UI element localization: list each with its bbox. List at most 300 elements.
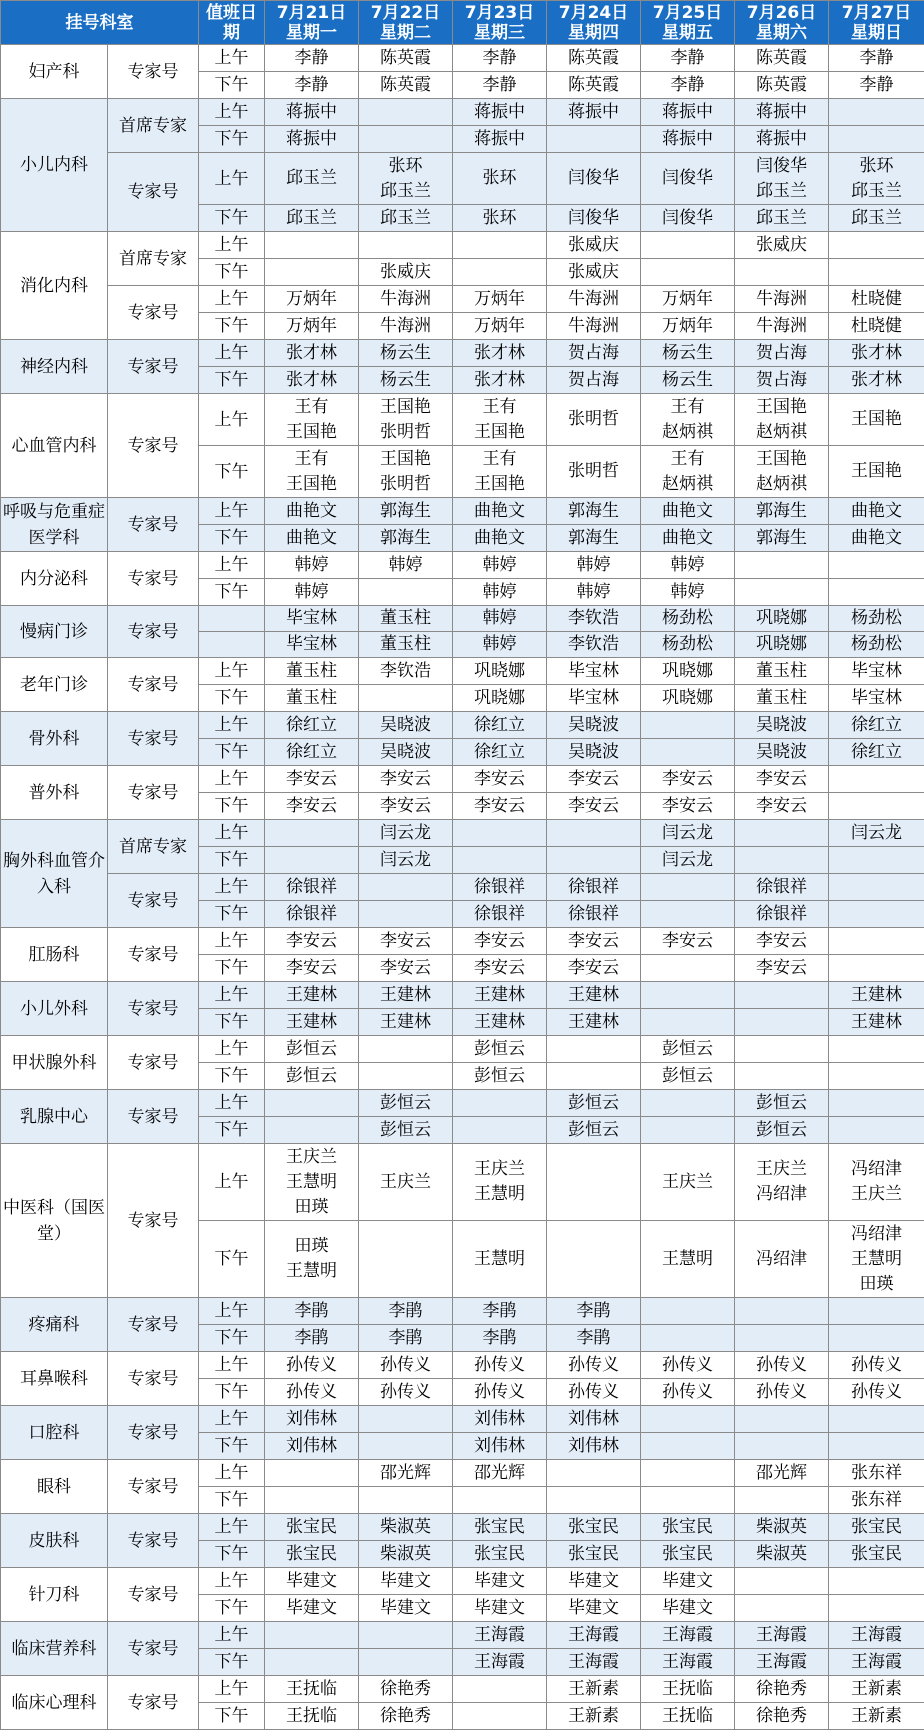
schedule-header bbox=[1, 1, 924, 45]
doctor-name: 孙传义 bbox=[641, 1353, 734, 1378]
doctor-name: 蒋振中 bbox=[641, 127, 734, 152]
doctor-cell bbox=[453, 1090, 547, 1117]
doctor-cell bbox=[265, 498, 359, 525]
registration-type: 专家号 bbox=[108, 1144, 199, 1298]
doctor-name: 张才林 bbox=[453, 341, 546, 366]
doctor-cell bbox=[735, 1090, 829, 1117]
doctor-name: 吴晓波 bbox=[359, 713, 452, 738]
doctor-cell bbox=[735, 1676, 829, 1703]
doctor-name: 王有 bbox=[265, 447, 358, 472]
doctor-cell bbox=[265, 1676, 359, 1703]
doctor-name: 王海霞 bbox=[641, 1623, 734, 1648]
doctor-cell bbox=[735, 126, 829, 153]
doctor-cell bbox=[547, 1541, 641, 1568]
doctor-cell bbox=[641, 1433, 735, 1460]
doctor-cell bbox=[359, 1487, 453, 1514]
doctor-cell bbox=[547, 928, 641, 955]
doctor-cell bbox=[453, 955, 547, 982]
doctor-name: 孙传义 bbox=[265, 1353, 358, 1378]
doctor-name: 韩婷 bbox=[641, 553, 734, 578]
doctor-name: 李静 bbox=[265, 73, 358, 98]
doctor-cell bbox=[735, 874, 829, 901]
doctor-cell bbox=[735, 72, 829, 99]
doctor-name: 郭海生 bbox=[735, 526, 828, 551]
table-row bbox=[1, 99, 924, 126]
doctor-cell bbox=[829, 1460, 924, 1487]
doctor-cell bbox=[265, 1009, 359, 1036]
doctor-cell bbox=[359, 286, 453, 313]
doctor-cell bbox=[359, 1676, 453, 1703]
doctor-cell bbox=[829, 928, 924, 955]
doctor-name: 王国艳 bbox=[359, 447, 452, 472]
doctor-name: 张才林 bbox=[265, 341, 358, 366]
doctor-cell bbox=[453, 205, 547, 232]
doctor-cell bbox=[359, 1649, 453, 1676]
table-row bbox=[1, 340, 924, 367]
doctor-cell bbox=[453, 1352, 547, 1379]
table-row bbox=[1, 712, 924, 739]
doctor-cell bbox=[547, 1298, 641, 1325]
doctor-cell bbox=[453, 1036, 547, 1063]
doctor-name: 韩婷 bbox=[453, 606, 546, 631]
doctor-cell bbox=[265, 1487, 359, 1514]
doctor-name: 邵光辉 bbox=[359, 1461, 452, 1486]
doctor-cell bbox=[641, 313, 735, 340]
table-row bbox=[1, 286, 924, 313]
doctor-cell bbox=[265, 313, 359, 340]
doctor-cell bbox=[453, 340, 547, 367]
doctor-name: 邱玉兰 bbox=[829, 179, 924, 204]
shift-label: 下午 bbox=[199, 739, 265, 766]
doctor-cell bbox=[641, 1379, 735, 1406]
doctor-name: 田瑛 bbox=[829, 1272, 924, 1297]
doctor-name: 柴淑英 bbox=[735, 1515, 828, 1540]
doctor-name: 彭恒云 bbox=[547, 1091, 640, 1116]
doctor-name: 王抚临 bbox=[641, 1704, 734, 1729]
doctor-name: 陈英霞 bbox=[735, 73, 828, 98]
table-row bbox=[1, 928, 924, 955]
department-name: 甲状腺外科 bbox=[1, 1036, 108, 1090]
doctor-name: 吴晓波 bbox=[735, 740, 828, 765]
table-row bbox=[1, 874, 924, 901]
shift-label: 下午 bbox=[199, 1325, 265, 1352]
department-name: 普外科 bbox=[1, 766, 108, 820]
registration-type: 专家号 bbox=[108, 1676, 199, 1730]
doctor-name: 李钦浩 bbox=[547, 632, 640, 657]
doctor-cell bbox=[735, 1460, 829, 1487]
doctor-name: 张宝民 bbox=[641, 1515, 734, 1540]
doctor-name: 李静 bbox=[641, 46, 734, 71]
doctor-name: 董玉柱 bbox=[265, 686, 358, 711]
doctor-name: 郭海生 bbox=[359, 526, 452, 551]
doctor-name: 冯绍津 bbox=[829, 1222, 924, 1247]
doctor-cell bbox=[265, 1514, 359, 1541]
table-row bbox=[1, 232, 924, 259]
doctor-name: 牛海洲 bbox=[359, 287, 452, 312]
doctor-name: 李安云 bbox=[453, 767, 546, 792]
doctor-name: 李安云 bbox=[547, 794, 640, 819]
shift-label: 上午 bbox=[199, 45, 265, 72]
doctor-cell bbox=[453, 153, 547, 205]
doctor-cell bbox=[547, 1009, 641, 1036]
doctor-cell bbox=[359, 579, 453, 606]
doctor-name: 董玉柱 bbox=[735, 659, 828, 684]
doctor-cell bbox=[641, 1063, 735, 1090]
doctor-cell bbox=[359, 367, 453, 394]
doctor-name: 杨云生 bbox=[641, 341, 734, 366]
doctor-name: 张才林 bbox=[265, 368, 358, 393]
doctor-name: 孙传义 bbox=[547, 1353, 640, 1378]
doctor-name: 王新素 bbox=[829, 1704, 924, 1729]
doctor-name: 王新素 bbox=[547, 1677, 640, 1702]
doctor-cell bbox=[547, 525, 641, 552]
doctor-cell bbox=[735, 1009, 829, 1036]
doctor-name: 董玉柱 bbox=[735, 686, 828, 711]
doctor-cell bbox=[453, 1144, 547, 1221]
doctor-cell bbox=[735, 1352, 829, 1379]
doctor-name: 万炳年 bbox=[265, 287, 358, 312]
doctor-cell bbox=[547, 232, 641, 259]
doctor-name: 韩婷 bbox=[547, 553, 640, 578]
doctor-name: 王庆兰 bbox=[453, 1157, 546, 1182]
doctor-cell bbox=[265, 1352, 359, 1379]
doctor-cell bbox=[359, 1703, 453, 1730]
doctor-name: 王建林 bbox=[829, 983, 924, 1008]
doctor-name: 董玉柱 bbox=[359, 606, 452, 631]
doctor-name: 王庆兰 bbox=[735, 1157, 828, 1182]
doctor-name: 李钦浩 bbox=[547, 606, 640, 631]
doctor-name: 万炳年 bbox=[641, 314, 734, 339]
doctor-cell bbox=[735, 712, 829, 739]
doctor-name: 杨云生 bbox=[359, 368, 452, 393]
doctor-name: 孙传义 bbox=[641, 1380, 734, 1405]
doctor-cell bbox=[359, 525, 453, 552]
department-name: 妇产科 bbox=[1, 45, 108, 99]
registration-type: 专家号 bbox=[108, 982, 199, 1036]
doctor-cell bbox=[641, 1406, 735, 1433]
department-name: 心血管内科 bbox=[1, 394, 108, 498]
doctor-cell bbox=[735, 928, 829, 955]
doctor-name: 郭海生 bbox=[547, 526, 640, 551]
doctor-name: 彭恒云 bbox=[641, 1064, 734, 1089]
doctor-cell bbox=[359, 126, 453, 153]
doctor-cell bbox=[735, 1595, 829, 1622]
doctor-name: 孙传义 bbox=[829, 1380, 924, 1405]
doctor-name: 邵光辉 bbox=[453, 1461, 546, 1486]
doctor-cell bbox=[453, 1703, 547, 1730]
doctor-name: 毕建文 bbox=[265, 1569, 358, 1594]
shift-label: 上午 bbox=[199, 394, 265, 446]
doctor-cell bbox=[547, 313, 641, 340]
doctor-cell bbox=[359, 1433, 453, 1460]
doctor-name: 彭恒云 bbox=[735, 1091, 828, 1116]
department-name: 呼吸与危重症医学科 bbox=[1, 498, 108, 552]
doctor-cell bbox=[735, 1514, 829, 1541]
doctor-name: 张才林 bbox=[829, 341, 924, 366]
doctor-cell bbox=[735, 982, 829, 1009]
doctor-name: 邱玉兰 bbox=[265, 166, 358, 191]
doctor-name: 孙传义 bbox=[359, 1353, 452, 1378]
doctor-cell bbox=[547, 1036, 641, 1063]
doctor-cell bbox=[829, 1352, 924, 1379]
registration-type: 首席专家 bbox=[108, 99, 199, 153]
doctor-name: 张宝民 bbox=[265, 1542, 358, 1567]
doctor-cell bbox=[829, 1622, 924, 1649]
doctor-cell bbox=[547, 552, 641, 579]
doctor-name: 李静 bbox=[829, 46, 924, 71]
doctor-name: 冯绍津 bbox=[829, 1157, 924, 1182]
shift-label: 下午 bbox=[199, 1703, 265, 1730]
department-name: 消化内科 bbox=[1, 232, 108, 340]
shift-label: 上午 bbox=[199, 1298, 265, 1325]
doctor-name: 彭恒云 bbox=[359, 1091, 452, 1116]
registration-type: 专家号 bbox=[108, 658, 199, 712]
doctor-cell bbox=[453, 232, 547, 259]
doctor-cell bbox=[641, 1352, 735, 1379]
doctor-name: 王海霞 bbox=[735, 1650, 828, 1675]
doctor-name: 毕宝林 bbox=[547, 659, 640, 684]
doctor-cell bbox=[359, 340, 453, 367]
doctor-cell bbox=[453, 99, 547, 126]
doctor-cell bbox=[547, 1568, 641, 1595]
doctor-name: 刘伟林 bbox=[453, 1434, 546, 1459]
registration-type: 专家号 bbox=[108, 1622, 199, 1676]
doctor-cell bbox=[359, 1221, 453, 1298]
doctor-cell bbox=[453, 1622, 547, 1649]
doctor-cell bbox=[453, 1460, 547, 1487]
doctor-cell bbox=[265, 99, 359, 126]
doctor-name: 毕建文 bbox=[453, 1569, 546, 1594]
doctor-cell bbox=[359, 712, 453, 739]
table-row bbox=[1, 1144, 924, 1221]
doctor-name: 韩婷 bbox=[641, 580, 734, 605]
doctor-name: 李静 bbox=[265, 46, 358, 71]
doctor-name: 韩婷 bbox=[453, 580, 546, 605]
doctor-cell bbox=[359, 552, 453, 579]
doctor-cell bbox=[641, 1595, 735, 1622]
doctor-cell bbox=[641, 525, 735, 552]
doctor-name: 冯绍津 bbox=[735, 1247, 828, 1272]
doctor-name: 徐银祥 bbox=[547, 902, 640, 927]
doctor-cell bbox=[453, 1568, 547, 1595]
doctor-cell bbox=[829, 498, 924, 525]
doctor-cell bbox=[641, 1676, 735, 1703]
doctor-cell bbox=[829, 1568, 924, 1595]
doctor-name: 巩晓娜 bbox=[735, 606, 828, 631]
doctor-name: 徐红立 bbox=[265, 740, 358, 765]
doctor-cell bbox=[829, 739, 924, 766]
doctor-name: 董玉柱 bbox=[359, 632, 452, 657]
doctor-cell bbox=[641, 1703, 735, 1730]
doctor-name: 闫俊华 bbox=[547, 206, 640, 231]
shift-label: 下午 bbox=[199, 793, 265, 820]
doctor-cell bbox=[641, 632, 735, 658]
doctor-cell bbox=[453, 579, 547, 606]
doctor-cell bbox=[829, 658, 924, 685]
doctor-cell bbox=[265, 1036, 359, 1063]
doctor-name: 彭恒云 bbox=[453, 1064, 546, 1089]
doctor-name: 孙传义 bbox=[265, 1380, 358, 1405]
doctor-cell bbox=[453, 793, 547, 820]
shift-label: 下午 bbox=[199, 1009, 265, 1036]
doctor-cell bbox=[453, 606, 547, 632]
doctor-cell bbox=[359, 259, 453, 286]
doctor-name: 孙传义 bbox=[547, 1380, 640, 1405]
doctor-cell bbox=[265, 1063, 359, 1090]
doctor-name: 李安云 bbox=[641, 929, 734, 954]
doctor-cell bbox=[547, 99, 641, 126]
doctor-name: 蒋振中 bbox=[735, 127, 828, 152]
doctor-name: 王庆兰 bbox=[265, 1145, 358, 1170]
doctor-name: 张东祥 bbox=[829, 1461, 924, 1486]
doctor-cell bbox=[359, 739, 453, 766]
doctor-name: 蒋振中 bbox=[453, 127, 546, 152]
doctor-name: 徐银祥 bbox=[265, 902, 358, 927]
doctor-name: 李安云 bbox=[265, 767, 358, 792]
shift-label: 下午 bbox=[199, 955, 265, 982]
schedule-body bbox=[1, 45, 924, 1730]
doctor-cell bbox=[829, 1144, 924, 1221]
doctor-cell bbox=[359, 498, 453, 525]
doctor-cell bbox=[547, 874, 641, 901]
doctor-cell bbox=[735, 1703, 829, 1730]
doctor-cell bbox=[265, 259, 359, 286]
shift-label: 上午 bbox=[199, 658, 265, 685]
registration-type: 专家号 bbox=[108, 498, 199, 552]
doctor-name: 田瑛 bbox=[265, 1195, 358, 1220]
doctor-name: 李安云 bbox=[735, 794, 828, 819]
doctor-cell bbox=[359, 1514, 453, 1541]
doctor-cell bbox=[735, 793, 829, 820]
doctor-name: 张宝民 bbox=[453, 1515, 546, 1540]
doctor-cell bbox=[829, 1379, 924, 1406]
shift-label: 上午 bbox=[199, 99, 265, 126]
doctor-cell bbox=[359, 1541, 453, 1568]
doctor-name: 杜晓健 bbox=[829, 314, 924, 339]
doctor-cell bbox=[265, 1406, 359, 1433]
doctor-name: 王国艳 bbox=[735, 447, 828, 472]
doctor-cell bbox=[829, 394, 924, 446]
table-row bbox=[1, 45, 924, 72]
doctor-name: 王海霞 bbox=[641, 1650, 734, 1675]
doctor-name: 王国艳 bbox=[265, 472, 358, 497]
doctor-name: 陈英霞 bbox=[359, 73, 452, 98]
doctor-cell bbox=[359, 45, 453, 72]
doctor-name: 杨劲松 bbox=[641, 632, 734, 657]
doctor-name: 闫云龙 bbox=[359, 848, 452, 873]
doctor-cell bbox=[359, 982, 453, 1009]
doctor-name: 王建林 bbox=[547, 983, 640, 1008]
doctor-name: 彭恒云 bbox=[265, 1064, 358, 1089]
shift-label: 下午 bbox=[199, 1221, 265, 1298]
doctor-cell bbox=[641, 1325, 735, 1352]
doctor-cell bbox=[453, 820, 547, 847]
doctor-cell bbox=[641, 153, 735, 205]
doctor-cell bbox=[265, 1649, 359, 1676]
shift-label: 下午 bbox=[199, 126, 265, 153]
doctor-cell bbox=[359, 847, 453, 874]
doctor-cell bbox=[735, 313, 829, 340]
shift-label: 下午 bbox=[199, 1487, 265, 1514]
doctor-cell bbox=[547, 1649, 641, 1676]
doctor-cell bbox=[265, 1221, 359, 1298]
doctor-cell bbox=[453, 632, 547, 658]
doctor-cell bbox=[735, 1433, 829, 1460]
doctor-cell bbox=[735, 1221, 829, 1298]
doctor-name: 闫云龙 bbox=[829, 821, 924, 846]
doctor-name: 李安云 bbox=[735, 767, 828, 792]
shift-label: 上午 bbox=[199, 1568, 265, 1595]
doctor-cell bbox=[735, 1568, 829, 1595]
doctor-name: 李钦浩 bbox=[359, 659, 452, 684]
doctor-name: 邱玉兰 bbox=[359, 206, 452, 231]
doctor-name: 蒋振中 bbox=[641, 100, 734, 125]
doctor-cell bbox=[641, 606, 735, 632]
registration-type: 专家号 bbox=[108, 340, 199, 394]
doctor-cell bbox=[829, 1298, 924, 1325]
doctor-cell bbox=[453, 1406, 547, 1433]
doctor-cell bbox=[735, 1406, 829, 1433]
doctor-cell bbox=[453, 313, 547, 340]
doctor-cell bbox=[359, 205, 453, 232]
doctor-cell bbox=[547, 1433, 641, 1460]
doctor-name: 杨云生 bbox=[359, 341, 452, 366]
doctor-cell bbox=[453, 1541, 547, 1568]
doctor-name: 徐艳秀 bbox=[735, 1677, 828, 1702]
doctor-cell bbox=[641, 955, 735, 982]
doctor-cell bbox=[265, 1325, 359, 1352]
doctor-name: 李安云 bbox=[265, 956, 358, 981]
doctor-cell bbox=[547, 1063, 641, 1090]
table-row bbox=[1, 606, 924, 632]
doctor-cell bbox=[265, 1595, 359, 1622]
doctor-name: 王建林 bbox=[547, 1010, 640, 1035]
shift-label bbox=[199, 606, 265, 632]
doctor-cell bbox=[641, 1009, 735, 1036]
shift-label: 上午 bbox=[199, 1036, 265, 1063]
doctor-name: 孙传义 bbox=[359, 1380, 452, 1405]
doctor-cell bbox=[829, 1009, 924, 1036]
doctor-cell bbox=[265, 874, 359, 901]
registration-type: 专家号 bbox=[108, 1406, 199, 1460]
shift-label: 下午 bbox=[199, 1595, 265, 1622]
department-name: 胸外科血管介入科 bbox=[1, 820, 108, 928]
registration-type: 专家号 bbox=[108, 286, 199, 340]
doctor-name: 李鹃 bbox=[547, 1326, 640, 1351]
doctor-name: 毕建文 bbox=[359, 1569, 452, 1594]
doctor-cell bbox=[359, 1622, 453, 1649]
registration-type: 专家号 bbox=[108, 1352, 199, 1406]
doctor-name: 徐艳秀 bbox=[359, 1677, 452, 1702]
doctor-cell bbox=[829, 1406, 924, 1433]
doctor-cell bbox=[265, 793, 359, 820]
doctor-cell bbox=[547, 1460, 641, 1487]
doctor-name: 孙传义 bbox=[735, 1353, 828, 1378]
doctor-name: 吴晓波 bbox=[547, 713, 640, 738]
doctor-name: 赵炳祺 bbox=[641, 472, 734, 497]
doctor-name: 王有 bbox=[265, 395, 358, 420]
doctor-cell bbox=[547, 205, 641, 232]
doctor-cell bbox=[547, 793, 641, 820]
doctor-cell bbox=[735, 340, 829, 367]
doctor-cell bbox=[641, 340, 735, 367]
doctor-cell bbox=[453, 928, 547, 955]
doctor-cell bbox=[829, 1514, 924, 1541]
doctor-name: 曲艳文 bbox=[453, 499, 546, 524]
doctor-name: 郭海生 bbox=[547, 499, 640, 524]
doctor-cell bbox=[359, 658, 453, 685]
doctor-name: 王海霞 bbox=[829, 1623, 924, 1648]
